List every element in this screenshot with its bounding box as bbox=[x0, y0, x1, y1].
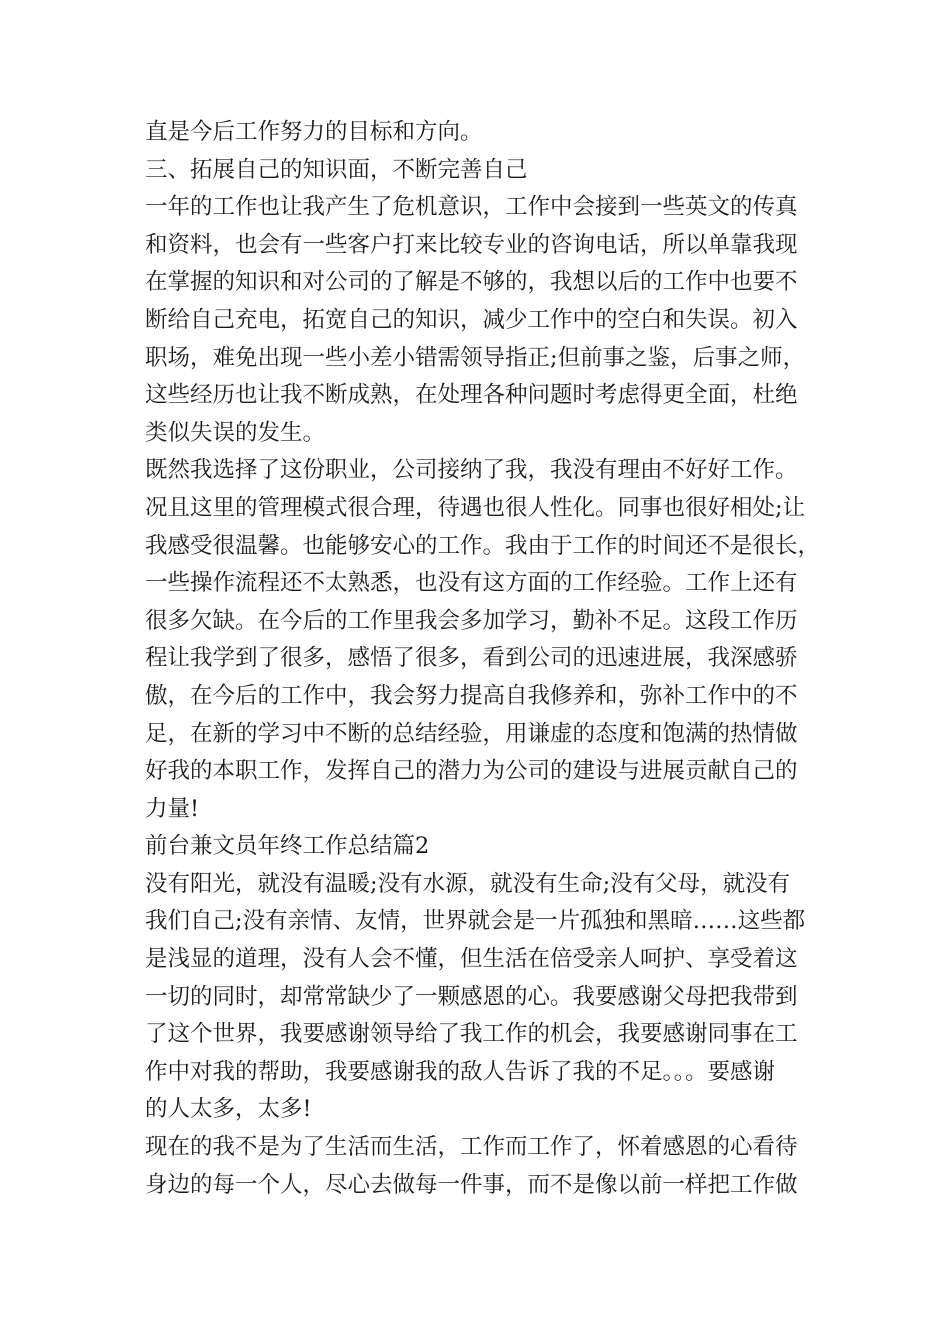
text-line: 我感受很温馨。也能够安心的工作。我由于工作的时间还不是很长， bbox=[145, 532, 821, 559]
text-line: 力量! bbox=[145, 795, 200, 822]
text-line: 很多欠缺。在今后的工作里我会多加学习，勤补不足。这段工作历 bbox=[145, 607, 798, 634]
text-line: 一年的工作也让我产生了危机意识，工作中会接到一些英文的传真 bbox=[145, 194, 798, 221]
text-line: 的人太多，太多! bbox=[145, 1096, 312, 1123]
text-line: 直是今后工作努力的目标和方向。 bbox=[145, 119, 483, 145]
text-line: 职场，难免出现一些小差小错需领导指正;但前事之鉴，后事之师， bbox=[145, 344, 806, 371]
document-body bbox=[145, 114, 821, 1204]
text-line: 在掌握的知识和对公司的了解是不够的，我想以后的工作中也要不 bbox=[145, 269, 798, 296]
text-line: 一些操作流程还不太熟悉，也没有这方面的工作经验。工作上还有 bbox=[145, 570, 798, 597]
text-line: 现在的我不是为了生活而生活，工作而工作了，怀着感恩的心看待 bbox=[145, 1134, 798, 1161]
text-line: 既然我选择了这份职业，公司接纳了我，我没有理由不好好工作。 bbox=[145, 457, 798, 484]
text-line: 一切的同时，却常常缺少了一颗感恩的心。我要感谢父母把我带到 bbox=[145, 983, 798, 1010]
text-line: 足，在新的学习中不断的总结经验，用谦虚的态度和饱满的热情做 bbox=[145, 720, 798, 747]
text-line: 这些经历也让我不断成熟，在处理各种问题时考虑得更全面，杜绝 bbox=[145, 382, 798, 409]
text-line: 傲，在今后的工作中，我会努力提高自我修养和，弥补工作中的不 bbox=[145, 682, 798, 709]
text-line: 了这个世界，我要感谢领导给了我工作的机会，我要感谢同事在工 bbox=[145, 1021, 798, 1048]
text-line: 我们自己;没有亲情、友情，世界就会是一片孤独和黑暗……这些都 bbox=[145, 908, 806, 935]
text-line: 好我的本职工作，发挥自己的潜力为公司的建设与进展贡献自己的 bbox=[145, 758, 798, 785]
text-line: 和资料，也会有一些客户打来比较专业的咨询电话，所以单靠我现 bbox=[145, 231, 798, 258]
text-line: 是浅显的道理，没有人会不懂，但生活在倍受亲人呵护、享受着这 bbox=[145, 946, 798, 973]
text-line: 作中对我的帮助，我要感谢我的敌人告诉了我的不足。。。要感谢 bbox=[145, 1058, 776, 1085]
text-line: 没有阳光，就没有温暖;没有水源，就没有生命;没有父母，就没有 bbox=[145, 870, 791, 897]
text-line: 程让我学到了很多，感悟了很多，看到公司的迅速进展，我深感骄 bbox=[145, 645, 798, 672]
section-title: 前台兼文员年终工作总结篇2 bbox=[145, 833, 430, 860]
text-line: 况且这里的管理模式很合理，待遇也很人性化。同事也很好相处;让 bbox=[145, 494, 806, 521]
text-line: 身边的每一个人，尽心去做每一件事，而不是像以前一样把工作做 bbox=[145, 1171, 798, 1198]
text-line: 断给自己充电，拓宽自己的知识，减少工作中的空白和失误。初入 bbox=[145, 306, 798, 333]
text-line: 类似失误的发生。 bbox=[145, 419, 326, 446]
section-heading: 三、拓展自己的知识面，不断完善自己 bbox=[145, 156, 528, 183]
